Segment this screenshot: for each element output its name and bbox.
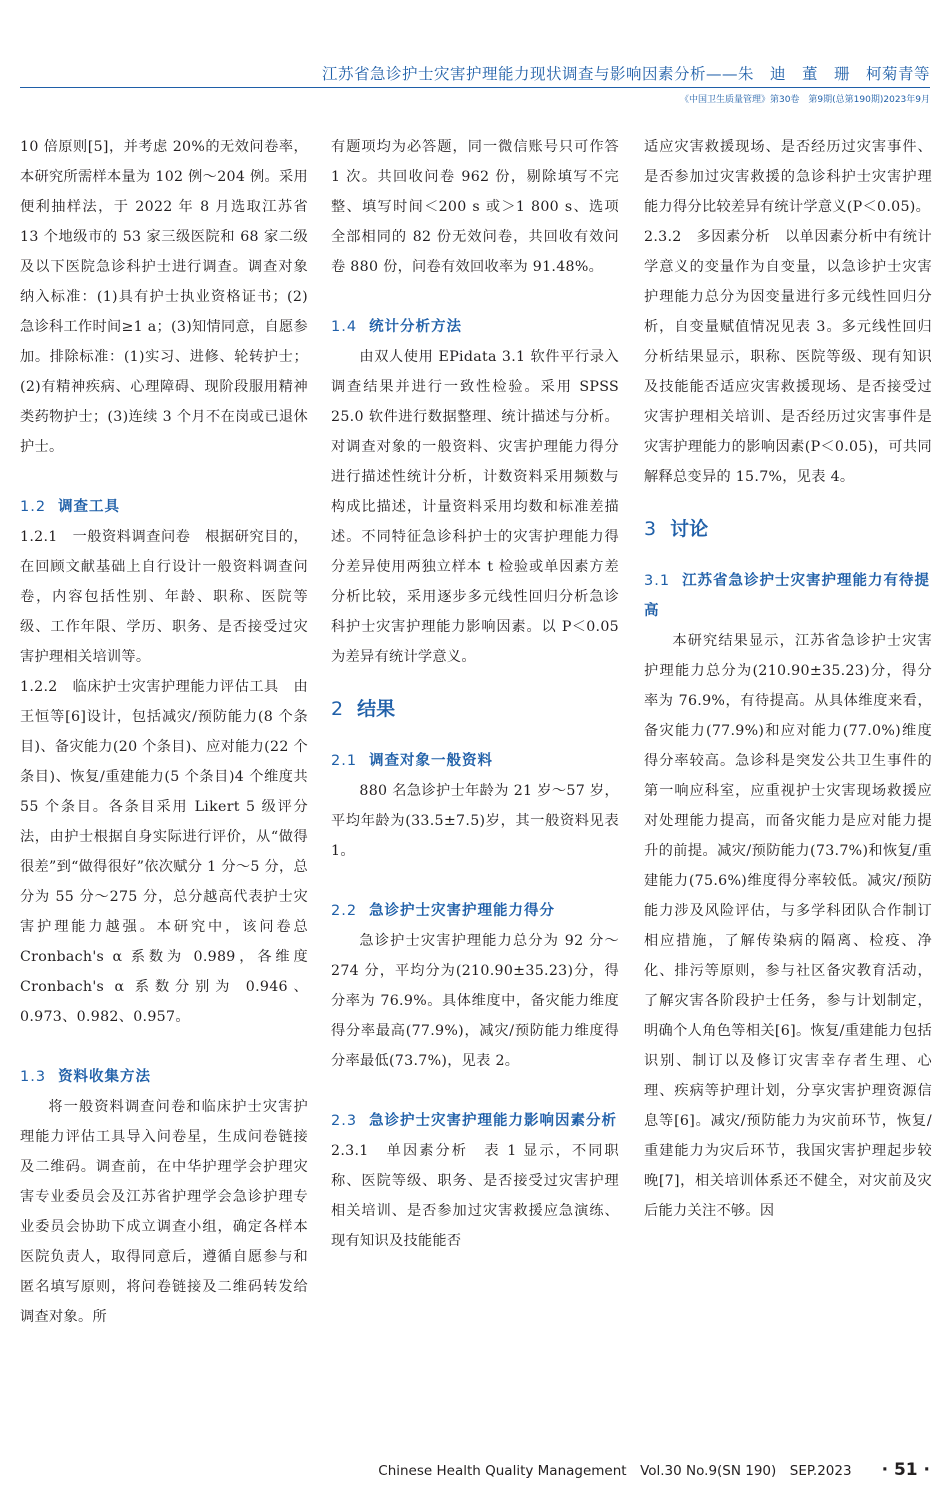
running-header-title: 江苏省急诊护士灾害护理能力现状调查与影响因素分析——朱 迪 董 珊 柯菊青等	[321, 65, 930, 83]
page-number: · 51 ·	[881, 1460, 930, 1480]
section-heading-1-4: 1.4 统计分析方法	[331, 319, 463, 335]
header-divider	[20, 87, 930, 88]
section-heading-1-2: 1.2 调查工具	[20, 499, 121, 515]
section-heading-1-3: 1.3 资料收集方法	[20, 1069, 152, 1085]
section-heading-2: 2 结果	[331, 698, 396, 720]
paragraph: 2.3.2 多因素分析 以单因素分析中有统计学意义的变量作为自变量，以急诊护士灾害护理能力总分为因变量进行多元线性回归分析，自变量赋值情况见表 3。多元线性回归分析结果显示，职称、医院等级、现有知识及技能能否适应灾害救援现场、是否接受过灾害护理相关培训、是否经历过灾害事件是灾害护理能力的影响因素(P＜0.05)，可共同解释总变异的 15.7%，见表 4。	[644, 229, 932, 485]
column-3	[644, 132, 932, 1226]
paragraph: 10 倍原则[5]，并考虑 20%的无效问卷率，本研究所需样本量为 102 例～204 例。采用便利抽样法，于 2022 年 8 月选取江苏省 13 个地级市的 53 家三级医院和 68 家二级及以下医院急诊科护士进行调查。调查对象纳入标准：(1)具有护士执业资格证书；(2)急诊科工作时间≥1 a；(3)知情同意，自愿参加。排除标准：(1)实习、进修、轮转护士；(2)有精神疾病、心理障碍、现阶段服用精神类药物护士；(3)连续 3 个月不在岗或已退休护士。	[20, 139, 308, 455]
paragraph: 适应灾害救援现场、是否经历过灾害事件、是否参加过灾害救援的急诊科护士灾害护理能力得分比较差异有统计学意义(P＜0.05)。	[644, 139, 932, 215]
paragraph: 1.2.2 临床护士灾害护理能力评估工具 由王恒等[6]设计，包括减灾/预防能力(8 个条目)、备灾能力(20 个条目)、应对能力(22 个条目)、恢复/重建能力(5 个条目)4 个维度共 55 个条目。各条目采用 Likert 5 级评分法，由护士根据自身实际进行评价，从“做得很差”到“做得很好”依次赋分 1 分～5 分，总分为 55 分～275 分，总分越高代表护士灾害护理能力越强。本研究中，该问卷总 Cronbach's α 系数为 0.989，各维度 Cronbach's α 系数分别为 0.946、0.973、0.982、0.957。	[20, 679, 308, 1025]
column-1	[20, 132, 308, 1332]
paragraph: 2.3.1 单因素分析 表 1 显示，不同职称、医院等级、职务、是否接受过灾害护理相关培训、是否参加过灾害救援应急演练、现有知识及技能能否	[331, 1143, 619, 1249]
journal-citation: Chinese Health Quality Management Vol.30 No.9(SN 190) SEP.2023	[378, 1463, 852, 1479]
paragraph: 有题项均为必答题，同一微信账号只可作答 1 次。共回收问卷 962 份，剔除填写不完整、填写时间＜200 s 或＞1 800 s、选项全部相同的 82 份无效问卷，共回收有效问卷 880 份，问卷有效回收率为 91.48%。	[331, 139, 619, 275]
column-2	[331, 132, 619, 1256]
section-heading-3: 3 讨论	[644, 518, 709, 540]
paragraph: 由双人使用 EPidata 3.1 软件平行录入调查结果并进行一致性检验。采用 SPSS 25.0 软件进行数据整理、统计描述与分析。对调查对象的一般资料、灾害护理能力得分进行描述性统计分析，计数资料采用频数与构成比描述，计量资料采用均数和标准差描述。不同特征急诊科护士的灾害护理能力得分差异使用两独立样本 t 检验或单因素方差分析比较，采用逐步多元线性回归分析急诊科护士灾害护理能力影响因素。以 P＜0.05为差异有统计学意义。	[331, 349, 619, 665]
paragraph: 急诊护士灾害护理能力总分为 92 分～274 分，平均分为(210.90±35.23)分，得分率为 76.9%。具体维度中，备灾能力维度得分率最高(77.9%)，减灾/预防能力维度得分率最低(73.7%)，见表 2。	[331, 933, 619, 1069]
paragraph: 将一般资料调查问卷和临床护士灾害护理能力评估工具导入问卷星，生成问卷链接及二维码。调查前，在中华护理学会护理灾害专业委员会及江苏省护理学会急诊护理专业委员会协助下成立调查小组，确定各样本医院负责人，取得同意后，遵循自愿参与和匿名填写原则，将问卷链接及二维码转发给调查对象。所	[20, 1099, 308, 1325]
section-heading-2-3: 2.3 急诊护士灾害护理能力影响因素分析	[331, 1113, 618, 1129]
section-heading-2-2: 2.2 急诊护士灾害护理能力得分	[331, 903, 556, 919]
page-footer	[378, 1459, 930, 1480]
running-header-issue: 《中国卫生质量管理》第30卷 第9期(总第190期)2023年9月	[679, 95, 930, 105]
section-heading-3-1: 3.1 江苏省急诊护士灾害护理能力有待提高	[644, 573, 931, 619]
paragraph: 本研究结果显示，江苏省急诊护士灾害护理能力总分为(210.90±35.23)分，得分率为 76.9%，有待提高。从具体维度来看，备灾能力(77.9%)和应对能力(77.0%)维度得分率较高。急诊科是突发公共卫生事件的第一响应科室，应重视护士灾害现场救援应对处理能力提高，而备灾能力是应对能力提升的前提。减灾/预防能力(73.7%)和恢复/重建能力(75.6%)维度得分率较低。减灾/预防能力涉及风险评估，与多学科团队合作制订相应措施，了解传染病的隔离、检疫、净化、排污等原则，参与社区备灾教育活动，了解灾害各阶段护士任务，参与计划制定，明确个人角色等相关[6]。恢复/重建能力包括识别、制订以及修订灾害幸存者生理、心理、疾病等护理计划，分享灾害护理资源信息等[6]。减灾/预防能力为灾前环节，恢复/重建能力为灾后环节，我国灾害护理起步较晚[7]，相关培训体系还不健全，对灾前及灾后能力关注不够。因	[644, 633, 932, 1219]
section-heading-2-1: 2.1 调查对象一般资料	[331, 753, 494, 769]
paragraph: 1.2.1 一般资料调查问卷 根据研究目的，在回顾文献基础上自行设计一般资料调查问卷，内容包括性别、年龄、职称、医院等级、工作年限、学历、职务、是否接受过灾害护理相关培训等。	[20, 529, 308, 665]
paragraph: 880 名急诊护士年龄为 21 岁～57 岁，平均年龄为(33.5±7.5)岁，其一般资料见表 1。	[331, 783, 619, 859]
